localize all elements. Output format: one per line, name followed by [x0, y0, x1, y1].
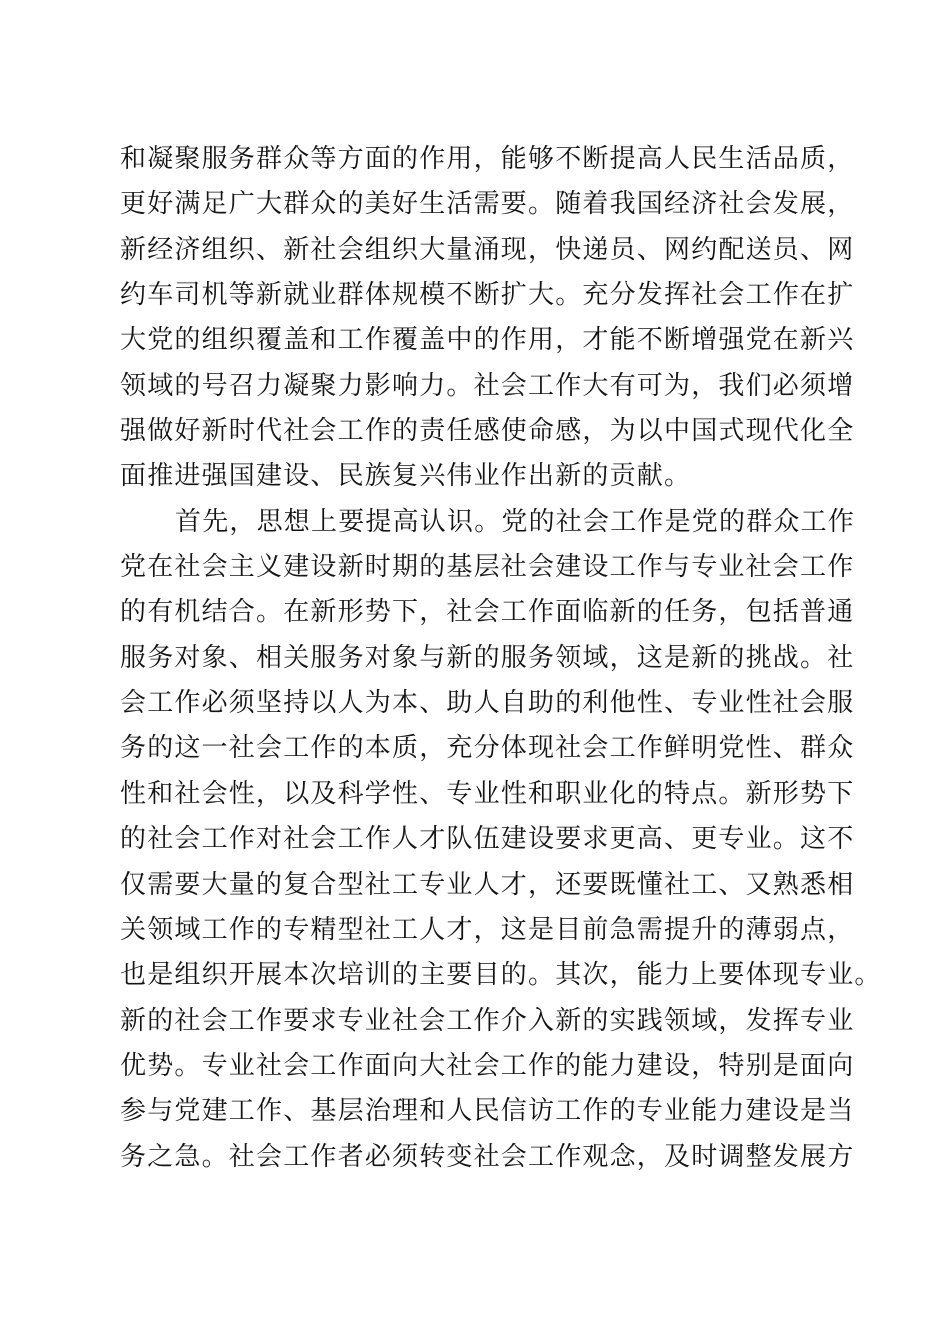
text-line: 大党的组织覆盖和工作覆盖中的作用，才能不断增强党在新兴 — [120, 325, 855, 356]
text-line: 关领域工作的专精型社工人才，这是目前急需提升的薄弱点， — [120, 914, 855, 945]
paragraph-start-line: 首先，思想上要提高认识。党的社会工作是党的群众工作 — [175, 506, 856, 537]
text-line: 优势。专业社会工作面向大社会工作的能力建设，特别是面向 — [120, 1050, 855, 1081]
text-line: 的有机结合。在新形势下，社会工作面临新的任务，包括普通 — [120, 597, 855, 628]
text-line: 仅需要大量的复合型社工专业人才，还要既懂社工、又熟悉相 — [120, 869, 855, 900]
text-line: 务之急。社会工作者必须转变社会工作观念，及时调整发展方 — [120, 1141, 855, 1172]
text-line: 新的社会工作要求专业社会工作介入新的实践领域，发挥专业 — [120, 1005, 855, 1036]
text-line: 会工作必须坚持以人为本、助人自助的利他性、专业性社会服 — [120, 688, 855, 719]
text-line: 的社会工作对社会工作人才队伍建设要求更高、更专业。这不 — [120, 824, 855, 855]
text-line: 强做好新时代社会工作的责任感使命感，为以中国式现代化全 — [120, 416, 855, 447]
text-line: 也是组织开展本次培训的主要目的。其次，能力上要体现专业。 — [120, 960, 882, 991]
text-line: 更好满足广大群众的美好生活需要。随着我国经济社会发展， — [120, 189, 855, 220]
text-line: 性和社会性，以及科学性、专业性和职业化的特点。新形势下 — [120, 778, 855, 809]
text-line: 面推进强国建设、民族复兴伟业作出新的贡献。 — [120, 461, 692, 492]
text-line: 参与党建工作、基层治理和人民信访工作的专业能力建设是当 — [120, 1096, 855, 1127]
text-line: 约车司机等新就业群体规模不断扩大。充分发挥社会工作在扩 — [120, 280, 855, 311]
text-line: 领域的号召力凝聚力影响力。社会工作大有可为，我们必须增 — [120, 370, 855, 401]
text-line: 服务对象、相关服务对象与新的服务领域，这是新的挑战。社 — [120, 642, 855, 673]
text-line: 和凝聚服务群众等方面的作用，能够不断提高人民生活品质， — [120, 144, 855, 174]
text-line: 新经济组织、新社会组织大量涌现，快递员、网约配送员、网 — [120, 234, 855, 265]
text-line: 党在社会主义建设新时期的基层社会建设工作与专业社会工作 — [120, 552, 855, 583]
text-line: 务的这一社会工作的本质，充分体现社会工作鲜明党性、群众 — [120, 733, 855, 764]
body-text — [120, 137, 882, 1180]
